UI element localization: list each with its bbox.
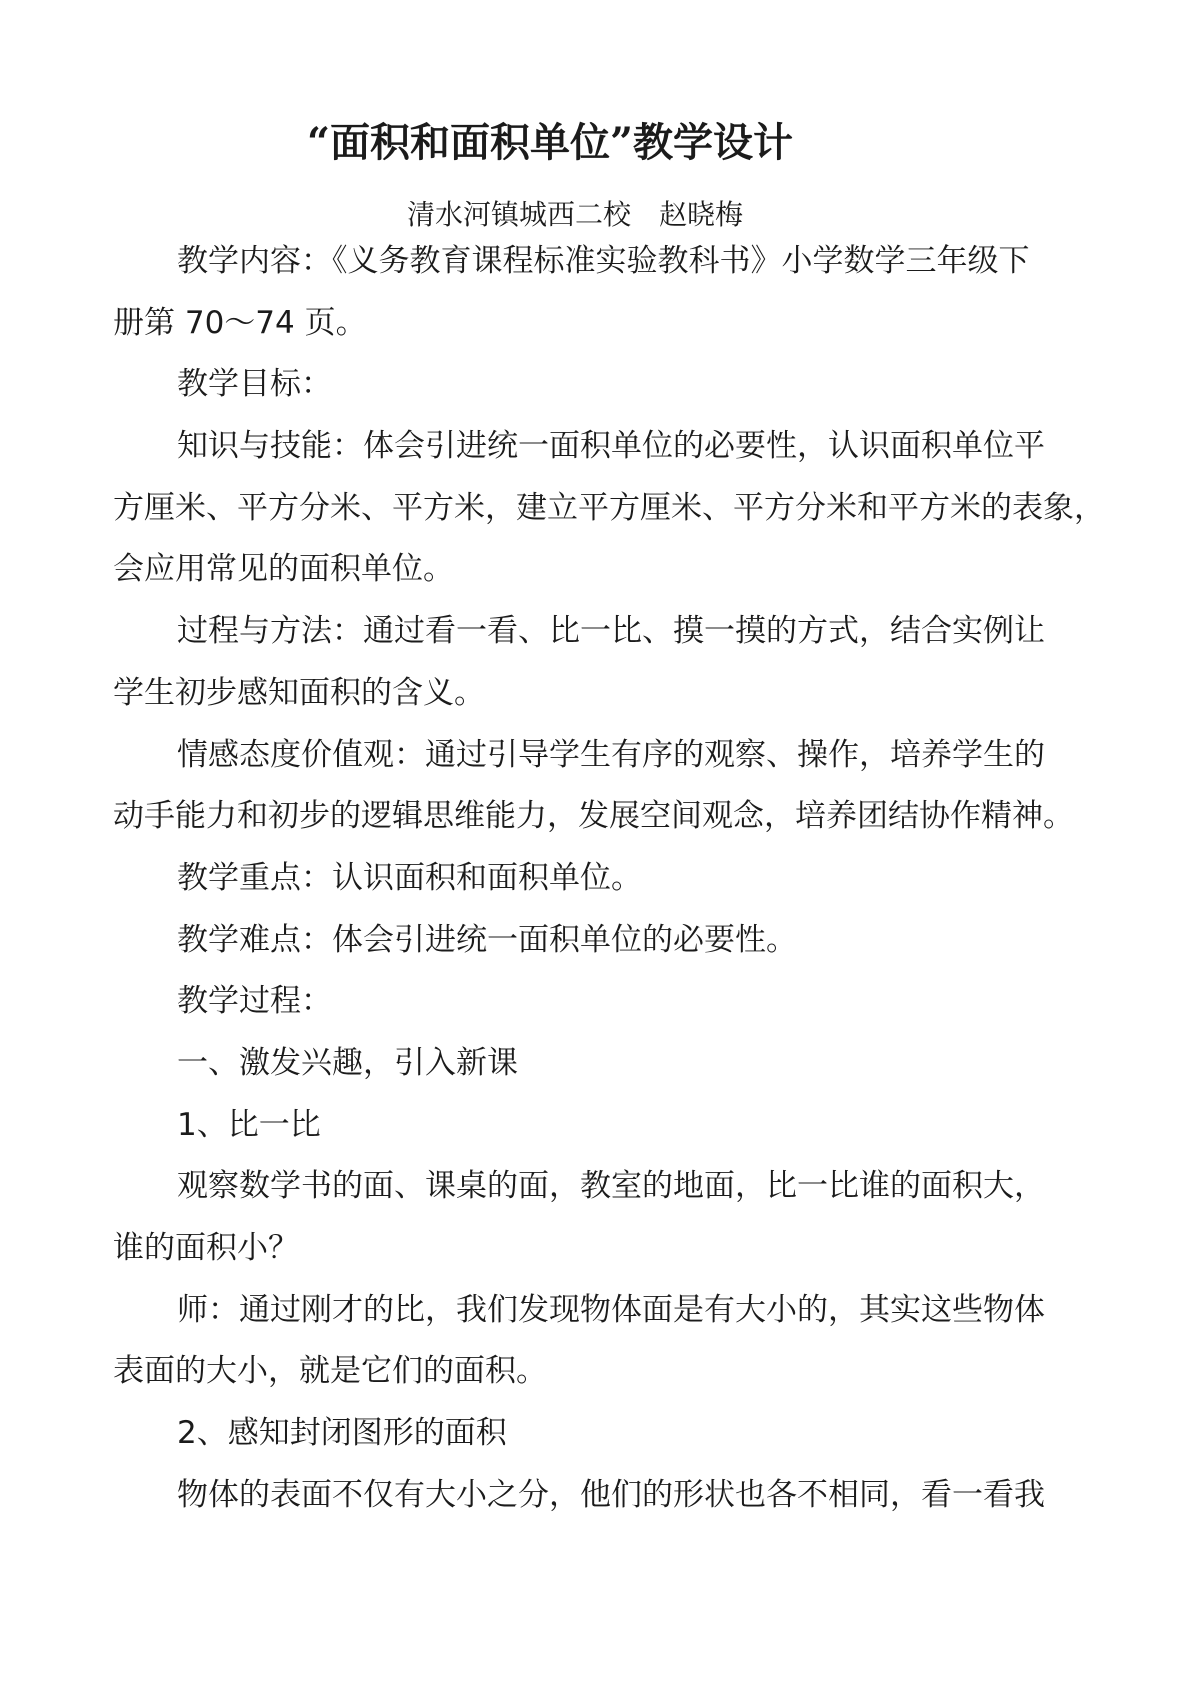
body-line: 学生初步感知面积的含义。 xyxy=(113,674,485,711)
body-line: 师：通过刚才的比，我们发现物体面是有大小的，其实这些物体 xyxy=(177,1291,1045,1328)
document-title: “面积和面积单位”教学设计 xyxy=(307,119,794,166)
body-line: 会应用常见的面积单位。 xyxy=(113,551,454,588)
document-body xyxy=(113,231,1173,1526)
body-line: 观察数学书的面、课桌的面，教室的地面，比一比谁的面积大， xyxy=(177,1168,1045,1205)
body-line: 谁的面积小？ xyxy=(113,1230,299,1266)
body-line: 情感态度价值观：通过引导学生有序的观察、操作，培养学生的 xyxy=(177,736,1045,773)
document-author-line: 清水河镇城西二校 赵晓梅 xyxy=(407,198,744,231)
body-line: 册第 70～74 页。 xyxy=(113,304,367,341)
body-line: 物体的表面不仅有大小之分，他们的形状也各不相同，看一看我 xyxy=(177,1476,1045,1513)
body-line: 教学目标： xyxy=(177,366,332,403)
subsection-heading: 2、感知封闭图形的面积 xyxy=(177,1415,507,1452)
body-line: 知识与技能：体会引进统一面积单位的必要性，认识面积单位平 xyxy=(177,428,1045,465)
body-line: 过程与方法：通过看一看、比一比、摸一摸的方式，结合实例让 xyxy=(177,613,1045,650)
body-line: 教学内容：《义务教育课程标准实验教科书》小学数学三年级下 xyxy=(177,243,1030,279)
section-heading: 一、激发兴趣，引入新课 xyxy=(177,1044,518,1081)
body-line: 动手能力和初步的逻辑思维能力，发展空间观念，培养团结协作精神。 xyxy=(113,798,1074,835)
body-line: 方厘米、平方分米、平方米，建立平方厘米、平方分米和平方米的表象， xyxy=(113,489,1105,526)
body-line: 教学重点：认识面积和面积单位。 xyxy=(177,859,642,896)
body-line: 教学难点：体会引进统一面积单位的必要性。 xyxy=(177,921,797,958)
body-line: 教学过程： xyxy=(177,983,332,1020)
body-line: 表面的大小，就是它们的面积。 xyxy=(113,1353,547,1390)
subsection-heading: 1、比一比 xyxy=(177,1106,321,1143)
